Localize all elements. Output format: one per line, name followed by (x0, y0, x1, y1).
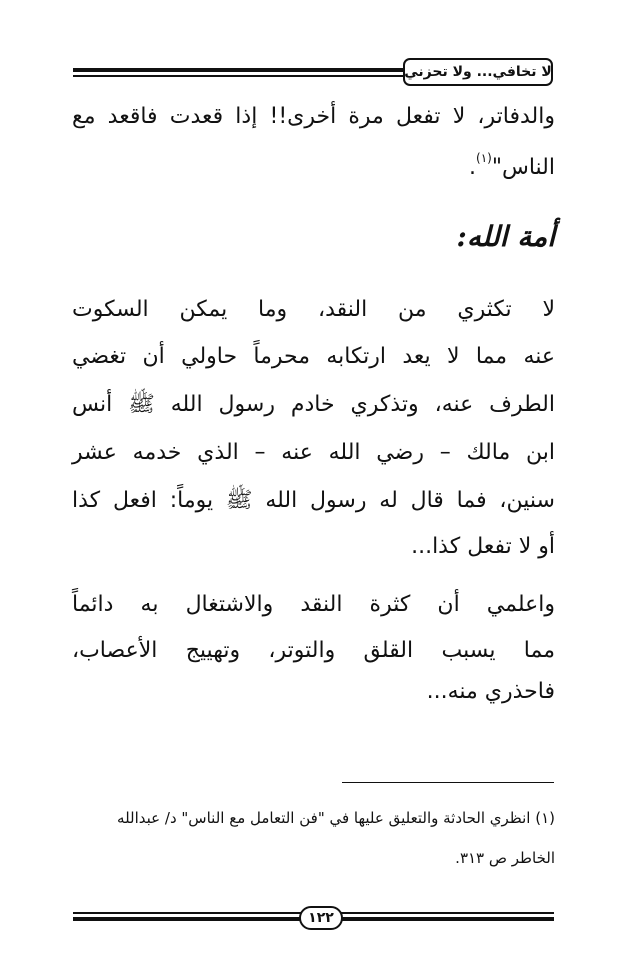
paragraph-1-line-5: سنين، فما قال له رسول الله ﷺ يوماً: افعل كذا (72, 488, 555, 513)
paragraph-2-line-3: فاحذري منه... (426, 679, 555, 704)
paragraph-2-line-1: واعلمي أن كثرة النقد والاشتغال به دائماً (72, 592, 555, 617)
paragraph-1-line-3: الطرف عنه، وتذكري خادم رسول الله ﷺ أنس (72, 392, 555, 417)
paragraph-1-line-4: ابن مالك – رضي الله عنه – الذي خدمه عشر (72, 440, 555, 465)
intro-line-2 (72, 141, 555, 180)
header-rule (73, 66, 405, 80)
paragraph-1-line-2: عنه مما لا يعد ارتكابه محرماً حاولي أن تغضي (72, 344, 555, 369)
running-title: لا تخافي... ولا تحزني (403, 58, 553, 86)
section-heading: أمة الله: (456, 220, 555, 253)
footnote-separator (342, 782, 554, 783)
footnote-line-2: الخاطر ص ٣١٣. (455, 849, 555, 867)
paragraph-1-line-1: لا تكثري من النقد، وما يمكن السكوت (72, 297, 555, 322)
footnote-reference[interactable]: (١) (476, 151, 492, 165)
footnote-line-1: (١) انظري الحادثة والتعليق عليها في "فن التعامل مع الناس" د/ عبدالله (117, 809, 555, 827)
intro-line-1: والدفاتر، لا تفعل مرة أخرى!! إذا قعدت فاقعد مع (72, 104, 555, 129)
paragraph-2-line-2: مما يسبب القلق والتوتر، وتهييج الأعصاب، (72, 638, 555, 663)
footer-rule-left (73, 912, 301, 924)
paragraph-1-line-6: أو لا تفعل كذا... (411, 534, 555, 559)
page-number: ١٢٢ (299, 906, 343, 930)
intro-line-2-end: . (469, 155, 477, 180)
intro-line-2-text: الناس" (491, 155, 555, 180)
footer-rule-right (341, 912, 554, 924)
